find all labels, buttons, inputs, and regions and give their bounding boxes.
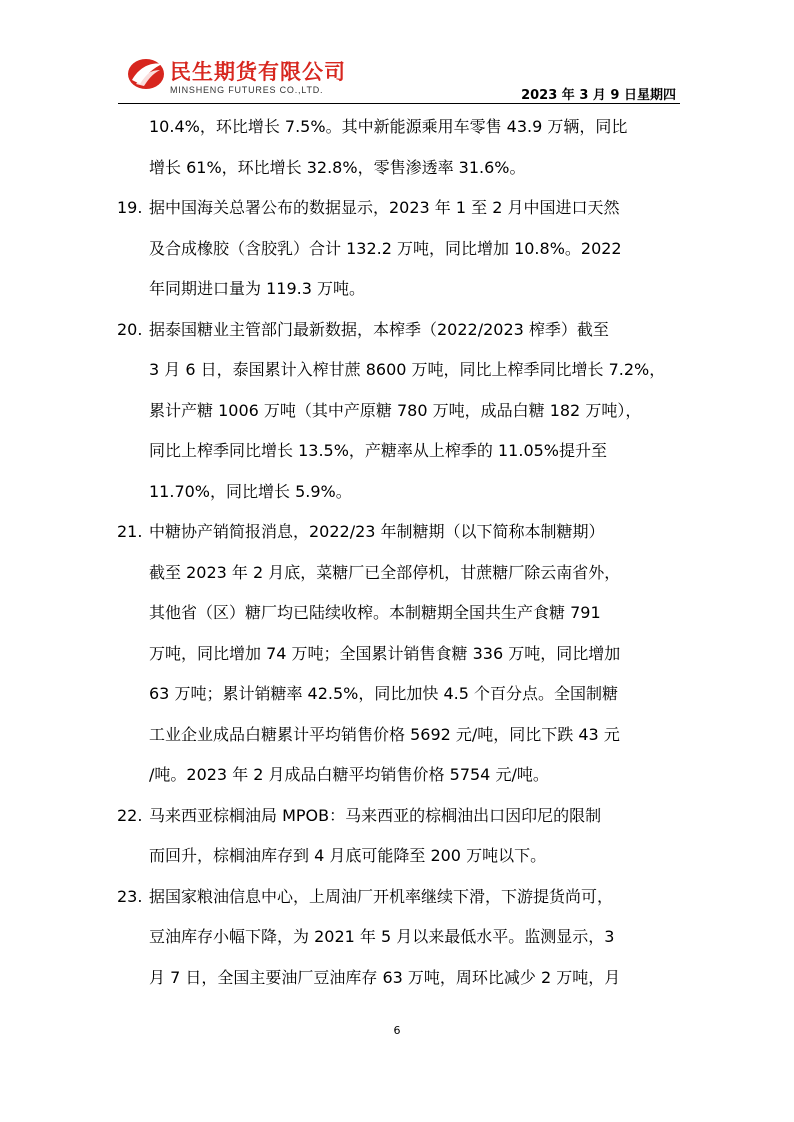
news-item-23 xyxy=(117,877,689,999)
paragraph-line: 增长 61%，环比增长 32.8%，零售渗透率 31.6%。 xyxy=(149,157,526,177)
paragraph-line: 豆油库存小幅下降，为 2021 年 5 月以来最低水平。监测显示，3 xyxy=(149,927,615,946)
paragraph-line: 63 万吨；累计销糖率 42.5%，同比加快 4.5 个百分点。全国制糖 xyxy=(149,684,618,703)
item-number: 21. xyxy=(117,522,143,541)
news-item-21 xyxy=(117,512,689,796)
paragraph-line: 万吨，同比增加 74 万吨；全国累计销售食糖 336 万吨，同比增加 xyxy=(149,643,621,663)
paragraph-line: 据泰国糖业主管部门最新数据，本榨季（2022/2023 榨季）截至 xyxy=(149,319,609,339)
item-number: 19. xyxy=(117,198,143,217)
company-name-cn: 民生期货有限公司 xyxy=(170,60,346,84)
paragraph-line: 据中国海关总署公布的数据显示，2023 年 1 至 2 月中国进口天然 xyxy=(149,198,620,217)
paragraph-line: 月 7 日，全国主要油厂豆油库存 63 万吨，周环比减少 2 万吨，月 xyxy=(149,967,621,987)
minsheng-logo-icon xyxy=(126,56,166,92)
continued-paragraph xyxy=(117,107,689,188)
company-name-en: MINSHENG FUTURES CO.,LTD. xyxy=(170,85,324,95)
report-body xyxy=(117,107,689,998)
report-date: 2023 年 3 月 9 日星期四 xyxy=(521,88,676,103)
item-number: 20. xyxy=(117,319,143,339)
paragraph-line: /吨。2023 年 2 月成品白糖平均销售价格 5754 元/吨。 xyxy=(149,765,549,784)
paragraph-line: 中糖协产销简报消息，2022/23 年制糖期（以下简称本制糖期） xyxy=(149,522,605,541)
paragraph-line: 同比上榨季同比增长 13.5%，产糖率从上榨季的 11.05%提升至 xyxy=(149,441,608,460)
paragraph-line: 而回升，棕榈油库存到 4 月底可能降至 200 万吨以下。 xyxy=(149,846,547,865)
item-number: 23. xyxy=(117,886,143,906)
header-rule xyxy=(118,103,680,104)
paragraph-line: 累计产糖 1006 万吨（其中产原糖 780 万吨，成品白糖 182 万吨）， xyxy=(149,400,642,420)
paragraph-line: 年同期进口量为 119.3 万吨。 xyxy=(149,279,365,298)
item-number: 22. xyxy=(117,805,143,825)
paragraph-line: 3 月 6 日，泰国累计入榨甘蔗 8600 万吨，同比上榨季同比增长 7.2%， xyxy=(149,360,666,379)
paragraph-line: 其他省（区）糖厂均已陆续收榨。本制糖期全国共生产食糖 791 xyxy=(149,603,601,622)
paragraph-line: 马来西亚棕榈油局 MPOB：马来西亚的棕榈油出口因印尼的限制 xyxy=(149,805,602,825)
paragraph-line: 及合成橡胶（含胶乳）合计 132.2 万吨，同比增加 10.8%。2022 xyxy=(149,238,622,258)
news-item-22 xyxy=(117,796,689,877)
paragraph-line: 工业企业成品白糖累计平均销售价格 5692 元/吨，同比下跌 43 元 xyxy=(149,724,620,744)
paragraph-line: 截至 2023 年 2 月底，菜糖厂已全部停机，甘蔗糖厂除云南省外， xyxy=(149,562,621,582)
page-number: 6 xyxy=(393,1024,401,1037)
page-header xyxy=(118,52,680,104)
paragraph-line: 10.4%，环比增长 7.5%。其中新能源乘用车零售 43.9 万辆，同比 xyxy=(149,117,628,136)
news-item-20 xyxy=(117,310,689,513)
paragraph-line: 11.70%，同比增长 5.9%。 xyxy=(149,481,352,501)
paragraph-line: 据国家粮油信息中心，上周油厂开机率继续下滑，下游提货尚可， xyxy=(149,886,614,906)
news-item-19 xyxy=(117,188,689,310)
